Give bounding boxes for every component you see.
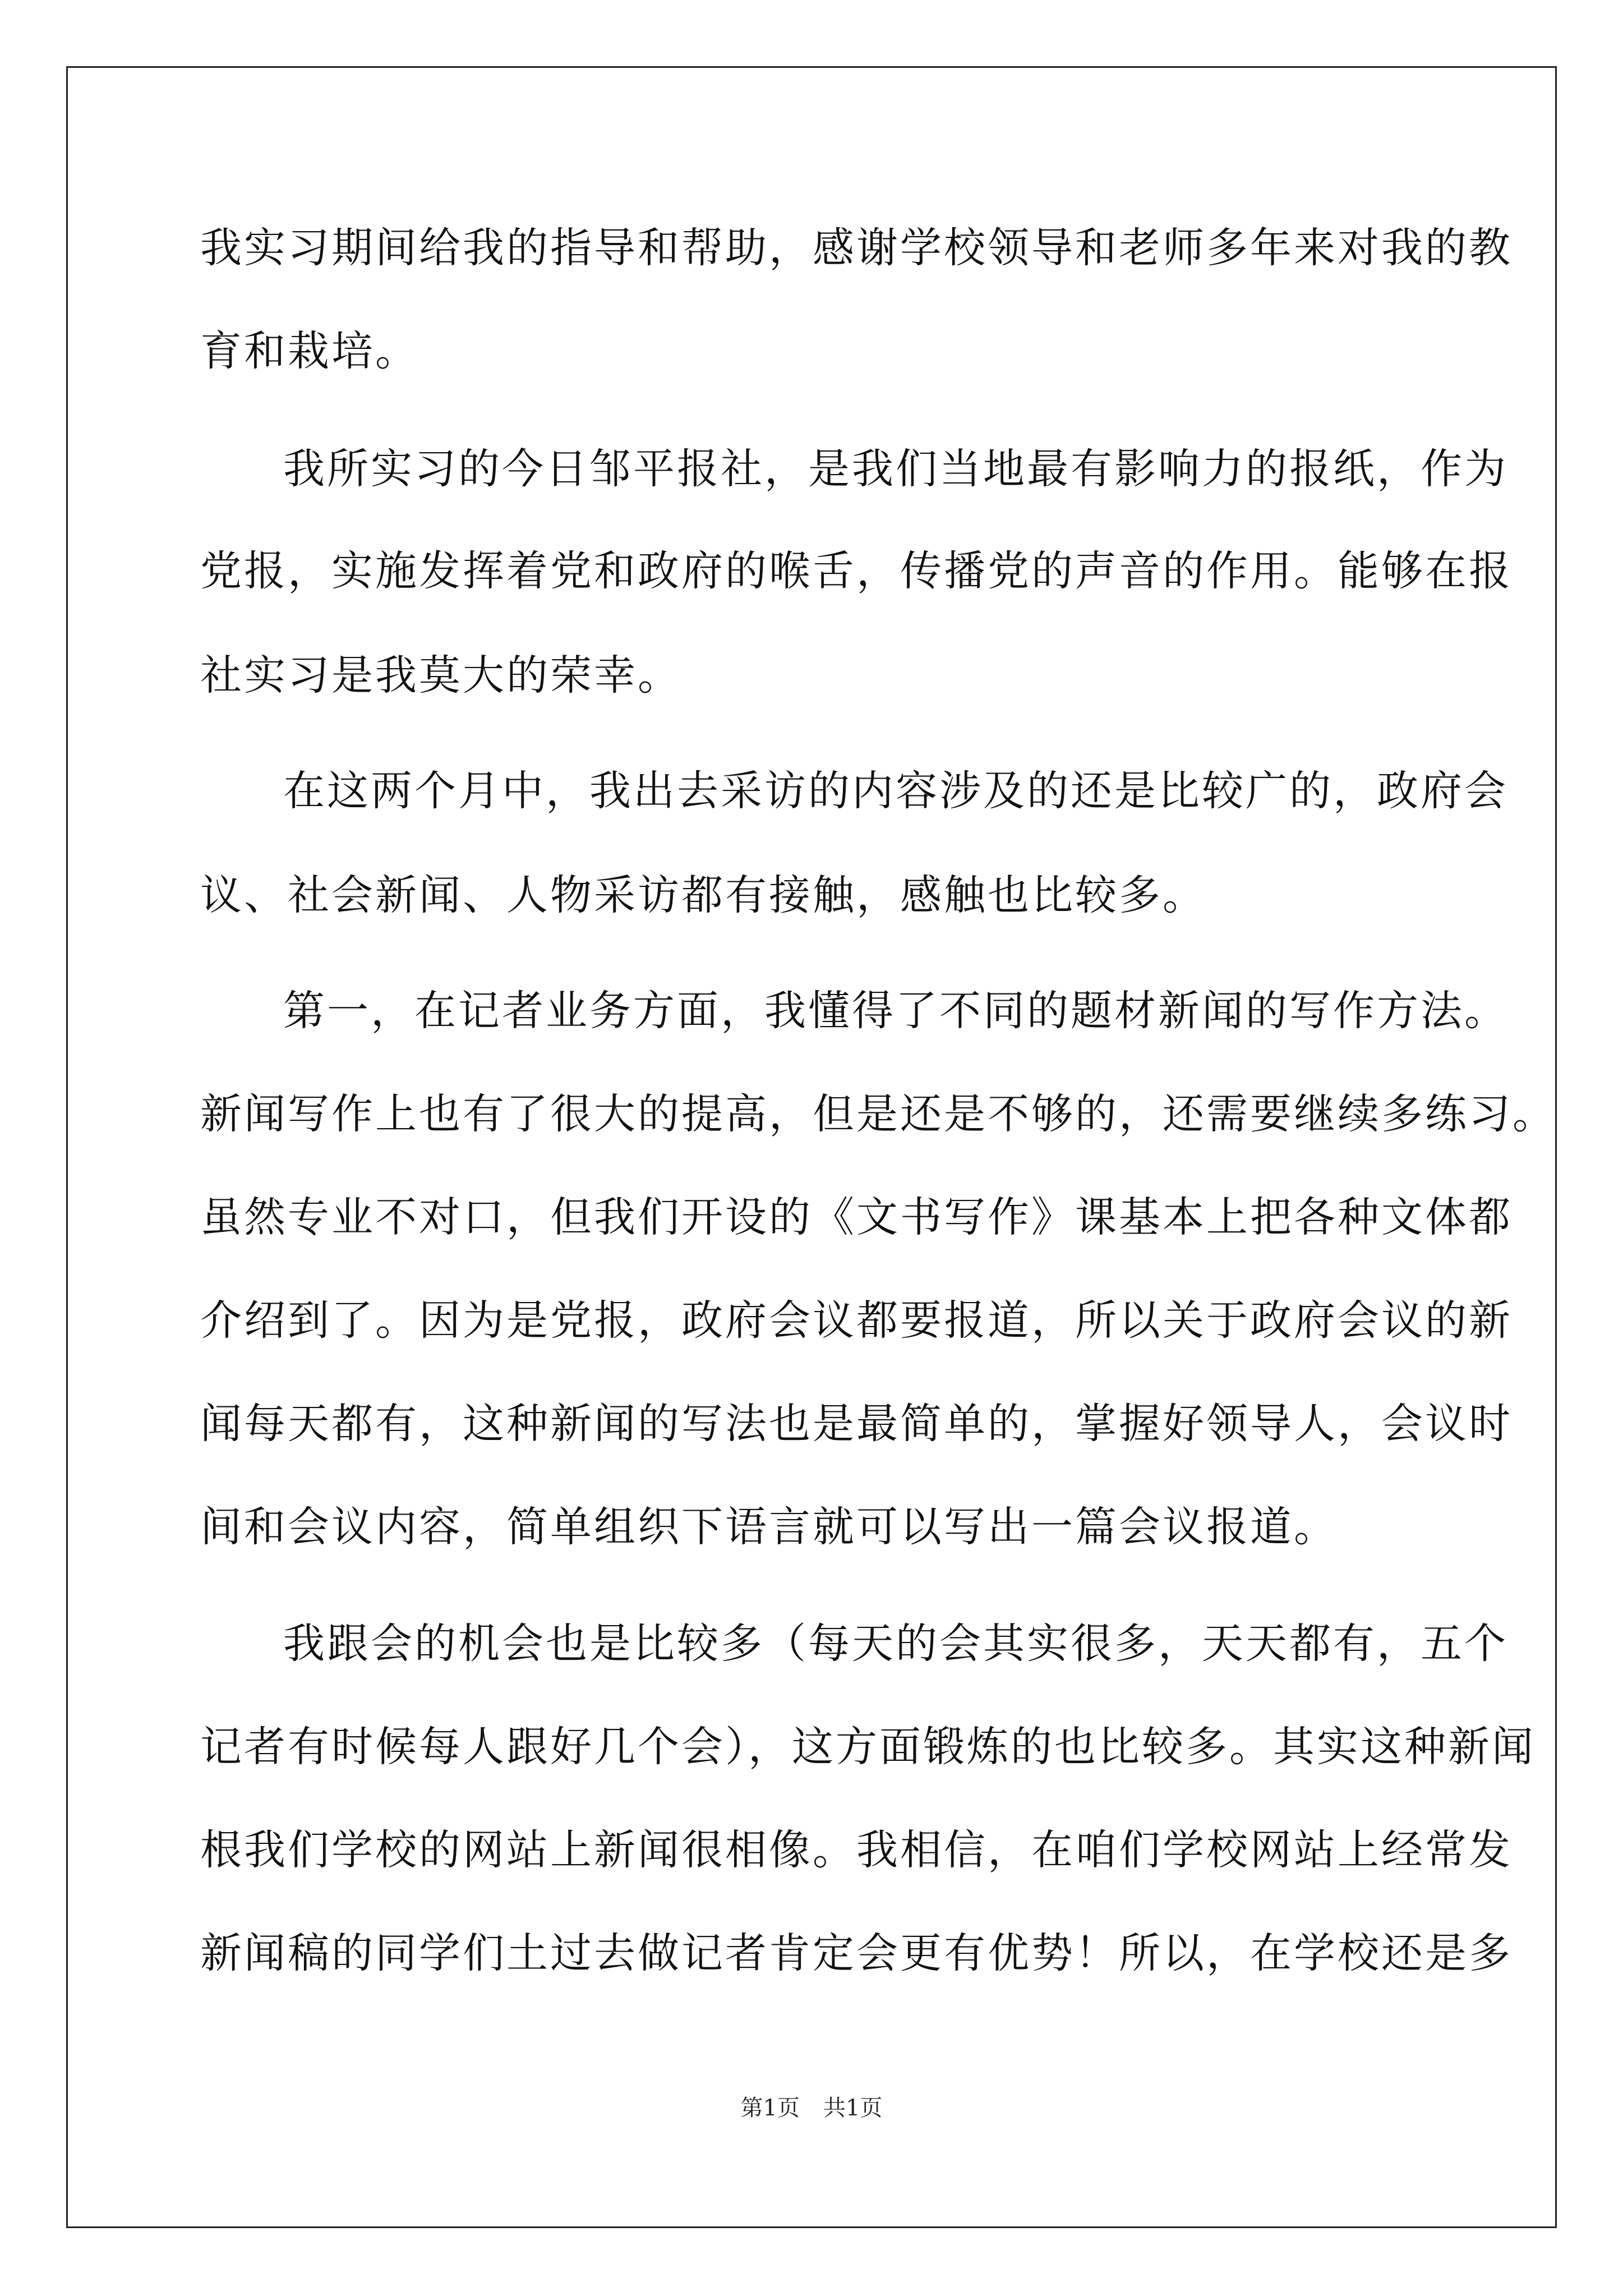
page-number: 第1页 xyxy=(740,2095,800,2121)
body-line-13: 间和会议内容，简单组织下语言就可以写出一篇会议报道。 xyxy=(200,1503,1338,1551)
page-total: 共1页 xyxy=(823,2095,883,2121)
body-line-9: 新闻写作上也有了很大的提高，但是还是不够的，还需要继续多练习。 xyxy=(200,1090,1556,1138)
body-line-11: 介绍到了。因为是党报，政府会议都要报道，所以关于政府会议的新 xyxy=(200,1296,1513,1345)
body-line-10: 虽然专业不对口，但我们开设的《文书写作》课基本上把各种文体都 xyxy=(200,1193,1513,1241)
body-line-16: 根我们学校的网站上新闻很相像。我相信，在咱们学校网站上经常发 xyxy=(200,1826,1513,1874)
body-line-12: 闻每天都有，这种新闻的写法也是最简单的，掌握好领导人，会议时 xyxy=(200,1400,1513,1448)
body-line-2: 育和栽培。 xyxy=(200,327,419,375)
body-line-1: 我实习期间给我的指导和帮助，感谢学校领导和老师多年来对我的教 xyxy=(200,224,1513,272)
body-line-15: 记者有时候每人跟好几个会），这方面锻炼的也比较多。其实这种新闻 xyxy=(200,1723,1536,1771)
page-border xyxy=(66,66,1557,2228)
body-line-6: 在这两个月中，我出去采访的内容涉及的还是比较广的，政府会 xyxy=(283,767,1508,815)
body-line-4: 党报，实施发挥着党和政府的喉舌，传播党的声音的作用。能够在报 xyxy=(200,547,1513,595)
body-line-17: 新闻稿的同学们土过去做记者肯定会更有优势！所以，在学校还是多 xyxy=(200,1929,1513,1977)
body-line-7: 议、社会新闻、人物采访都有接触，感触也比较多。 xyxy=(200,871,1206,919)
body-line-3: 我所实习的今日邹平报社，是我们当地最有影响力的报纸，作为 xyxy=(283,445,1508,493)
body-line-8: 第一，在记者业务方面，我懂得了不同的题材新闻的写作方法。 xyxy=(283,987,1508,1035)
body-line-14: 我跟会的机会也是比较多（每天的会其实很多，天天都有，五个 xyxy=(283,1619,1508,1668)
page-footer xyxy=(0,2091,1623,2125)
body-line-5: 社实习是我莫大的荣幸。 xyxy=(200,651,681,700)
